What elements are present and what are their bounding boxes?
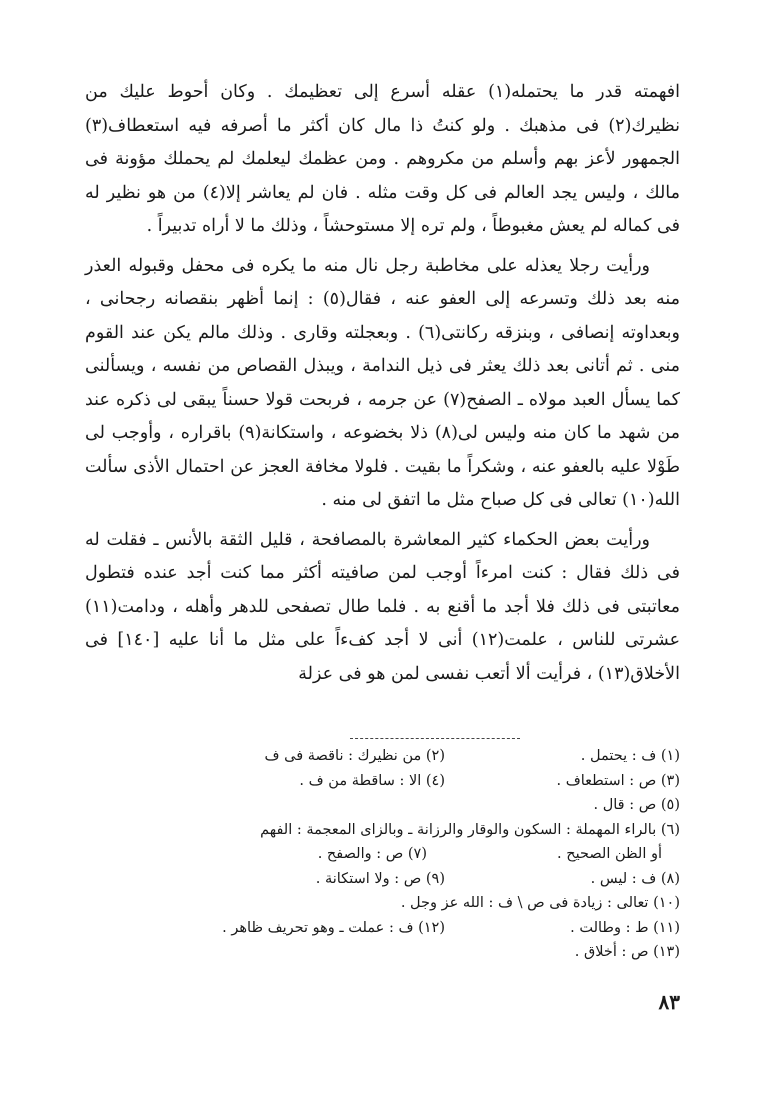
footnote-separator [350, 738, 520, 739]
footnote-9: (٩) ص : ولا استكانة . [315, 870, 445, 887]
paragraph-2: ورأيت رجلا يعذله على مخاطبة رجل نال منه ما يكره فى محفل وقبوله العذر منه بعد ذلك وتسرعه إلى العفو عنه ، فقال(٥) : إنما أظهر بنقصانه رجحانى ، وبعداوته إنصافى ، وبنزقه ركانتى(٦) . وبعجلته وقارى . وذلك مالم يكن عند القوم منى . ثم أتانى بعد ذلك يعثر فى ذيل الندامة ، ويبذل القصاص من نفسه ، ويسألنى كما يسأل العبد مولاه ـ الصفح(٧) عن جرمه ، فربحت قولا حسناً يبقى لى ذكره عند من شهد ما كان منه وليس لى(٨) ذلا بخضوعه ، واستكانة(٩) باقراره ، وأوجب لى طَوْلا عليه بالعفو عنه ، وشكراً ما بقيت . فلولا مخافة العجز عن احتمال الأذى سألت الله(١٠) تعالى فى كل صباح مثل ما اتفق لى منه . [85, 255, 681, 510]
footnote-8: (٨) ف : ليس . [590, 870, 680, 887]
footnote-1: (١) ف : يحتمل . [580, 748, 680, 764]
footnote-5: (٥) ص : قال . [593, 797, 680, 813]
footnote-row [80, 940, 680, 965]
footnote-row [80, 842, 680, 867]
footnote-2: (٢) من نظيرك : ناقصة فى ف [264, 748, 445, 764]
footnote-6: (٦) بالراء المهملة : السكون والوقار والرزانة ـ وبالزاى المعجمة : الفهم [260, 821, 680, 838]
paragraph-3: ورأيت بعض الحكماء كثير المعاشرة بالمصافحة ، قليل الثقة بالأنس ـ فقلت له فى ذلك فقال : كنت امرءاً أوجب لمن صافيته أكثر مما كنت أجد عنده فتطول معاتبتى فى ذلك فلا أجد ما أقنع به . فلما طال تصفحى للدهر وأهله ، ودامت(١١) عشرتى للناس ، علمت(١٢) أنى لا أجد كفءاً على مثل ما أنا عليه [١٤٠] فى الأخلاق(١٣) ، فرأيت ألا أتعب نفسى لمن هو فى عزلة [85, 529, 681, 684]
footnote-row [80, 916, 680, 941]
footnote-row [80, 744, 680, 769]
footnotes [80, 744, 680, 965]
footnote-10: (١٠) تعالى : زيادة فى ص \ ف : الله عز وجل . [400, 895, 680, 911]
footnote-row [80, 793, 680, 818]
page-number: ٨٣ [658, 990, 680, 1014]
footnote-4: (٤) الا : ساقطة من ف . [299, 772, 445, 789]
footnote-11: (١١) ط : وطالت . [570, 919, 680, 936]
footnote-13: (١٣) ص : أخلاق . [574, 944, 680, 960]
paragraph-1: افهمته قدر ما يحتمله(١) عقله أسرع إلى تعظيمك . وكان أحوط عليك من نظيرك(٢) فى مذهبك . ولو كنتُ ذا مال كان أكثر ما أصرفه فيه استعطاف(٣) الجمهور لأعز بهم وأسلم من مكروهم . ومن عظمك ليعلمك لم يحملك مؤونة فى مالك ، وليس يجد العالم فى كل وقت مثله . فان لم يعاشر إلا(٤) من هو نظير له فى كماله لم يعش مغبوطاً ، ولم تره إلا مستوحشاً ، وذلك ما لا أراه تدبيراً . [85, 82, 680, 236]
footnote-7: (٧) ص : والصفح . [317, 846, 427, 862]
footnote-12: (١٢) ف : عملت ـ وهو تحريف ظاهر . [222, 919, 445, 936]
main-text [85, 76, 680, 691]
footnote-row [80, 867, 680, 892]
footnote-row [80, 769, 680, 794]
footnote-row [80, 818, 680, 843]
footnote-row [80, 891, 680, 916]
footnote-6-continued: أو الظن الصحيح . [557, 846, 662, 862]
footnote-3: (٣) ص : استطعاف . [556, 772, 680, 789]
